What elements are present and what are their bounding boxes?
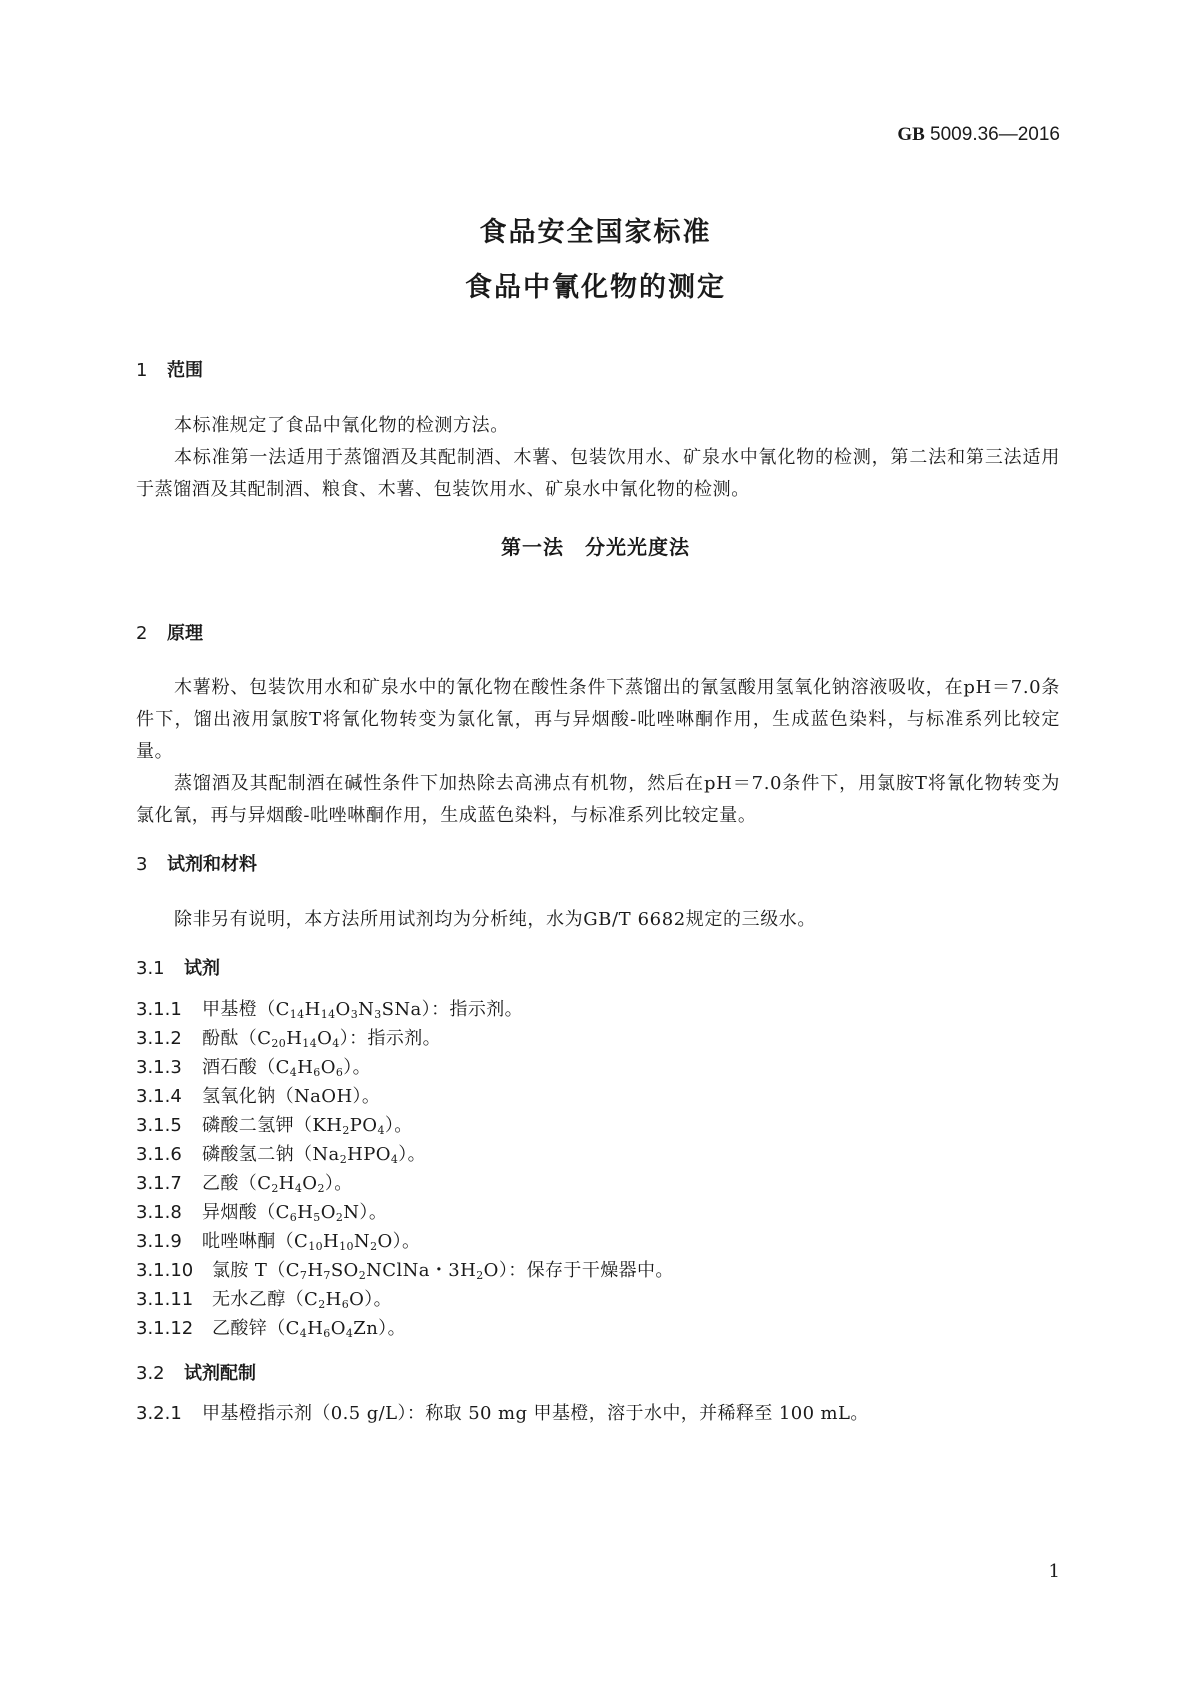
reagent-item: 3.1.11 无水乙醇$(C_2H_6O)$。 [136,1289,393,1311]
standard-number: GB 5009.36—2016 [897,124,1060,145]
paragraph-principle-2: 蒸馏酒及其配制酒在碱性条件下加热除去高沸点有机物，然后在pH＝7.0条件下，用氯胺T将氰化物转变为氯化氰，再与异烟酸-吡唑啉酮作用，生成蓝色染料，与标准系列比较定量。 [136,773,1060,826]
reagent-item: 3.1.4 氢氧化钠（NaOH）。 [136,1086,381,1107]
section-heading-3: 3 试剂和材料 [136,854,257,875]
reagent-item: 3.1.6 磷酸氢二钠$(Na_2HPO_4)$。 [136,1144,427,1166]
paragraph-scope-2: 本标准第一法适用于蒸馏酒及其配制酒、木薯、包装饮用水、矿泉水中氰化物的检测，第二法和第三法适用于蒸馏酒及其配制酒、粮食、木薯、包装饮用水、矿泉水中氰化物的检测。 [136,447,1060,500]
section-heading-1: 1 范围 [136,360,203,381]
reagent-item: 3.1.3 酒石酸$(C_4H_6O_6)$。 [136,1057,372,1079]
reagent-item: 3.1.1 甲基橙$(C_{14}H_{14}O_3N_3SNa)$：指示剂。 [136,999,524,1021]
reagent-item: 3.1.10 氯胺 $T(C_7H_7SO_2NClNa$・$3H_2O$）：保存于干燥器中。 [136,1260,674,1282]
doc-title-sub: 食品中氰化物的测定 [465,272,726,303]
page-number: 1 [1048,1561,1060,1582]
reagent-item: 3.1.9 吡唑啉酮$(C_{10}H_{10}N_2O)$。 [136,1231,421,1253]
reagent-item: 3.1.7 乙酸$(C_2H_4O_2)$。 [136,1173,353,1195]
paragraph-principle-1: 木薯粉、包装饮用水和矿泉水中的氰化物在酸性条件下蒸馏出的氰氢酸用氢氧化钠溶液吸收，在pH＝7.0条件下，馏出液用氯胺T将氰化物转变为氯化氰，再与异烟酸-吡唑啉酮作用，生成蓝色染料，与标准系列比较定量。 [136,677,1060,762]
doc-title-main: 食品安全国家标准 [479,217,712,248]
reagent-item: 3.1.5 磷酸二氢钾$(KH_2PO_4)$。 [136,1115,413,1137]
reagent-item: 3.1.2 酚酞$(C_{20}H_{14}O_4)$：指示剂。 [136,1028,442,1050]
method-heading: 第一法 分光光度法 [501,535,690,559]
section-heading-2: 2 原理 [136,623,203,644]
subsection-heading-3-1: 3.1 试剂 [136,958,220,979]
reagent-item: 3.1.8 异烟酸$(C_6H_5O_2N)$。 [136,1202,388,1224]
subsection-heading-3-2: 3.2 试剂配制 [136,1363,256,1384]
paragraph-scope-1: 本标准规定了食品中氰化物的检测方法。 [174,415,509,436]
paragraph-reagents-intro: 除非另有说明，本方法所用试剂均为分析纯，水为GB/T 6682规定的三级水。 [174,909,817,930]
reagent-prep-item: 3.2.1 甲基橙指示剂（0.5 g/L）：称取 50 mg 甲基橙，溶于水中，并稀释至 100 mL。 [136,1403,869,1424]
reagent-item: 3.1.12 乙酸锌$(C_4H_6O_4Zn)$。 [136,1318,406,1340]
